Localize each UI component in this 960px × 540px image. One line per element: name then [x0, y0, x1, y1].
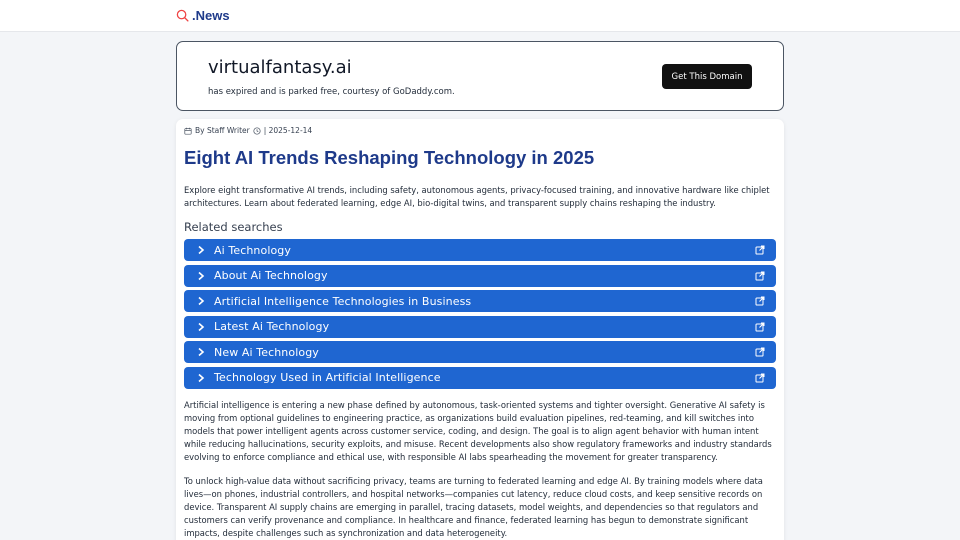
related-searches-list [184, 239, 776, 392]
related-searches-heading: Related searches [184, 220, 283, 234]
article-summary: Explore eight transformative AI trends, including safety, autonomous agents, privacy-focused training, and innovative hardware like chiplet architectures. Learn about federated learning, edge AI, bio-digital twins, and transparent supply chains reshaping the industry. [184, 185, 770, 208]
external-link-icon [755, 373, 765, 383]
external-link-icon [755, 347, 765, 357]
chevron-right-icon [196, 347, 206, 357]
related-search-item[interactable] [184, 341, 776, 363]
external-link-icon [755, 296, 765, 306]
related-search-label: About Ai Technology [214, 269, 328, 282]
related-search-label: Ai Technology [214, 243, 291, 257]
related-search-item[interactable] [184, 239, 776, 261]
chevron-right-icon [196, 322, 206, 332]
article-title: Eight AI Trends Reshaping Technology in 2025 [184, 147, 595, 168]
chevron-right-icon [196, 296, 206, 306]
logo-text: .News [192, 8, 230, 23]
related-search-label: Technology Used in Artificial Intelligence [214, 371, 441, 384]
article-paragraph: To unlock high-value data without sacrificing privacy, teams are turning to federated learning and edge AI. By training models where data lives—on phones, industrial controllers, and hospital networks—companies cut latency, reduce cloud costs, and keep sensitive records on device. Transparent AI supply chains are emerging in parallel, tracing datasets, model weights, and dependencies so that regulators and customers can verify provenance and compliance. In healthcare and finance, federated learning has begun to demonstrate significant impacts, despite challenges such as synchronization and data heterogeneity. [184, 476, 763, 538]
search-icon [176, 9, 189, 22]
external-link-icon [755, 322, 765, 332]
article-paragraph: Artificial intelligence is entering a new phase defined by autonomous, task-oriented systems and tighter oversight. Generative AI safety is moving from optional guidelines to engineering practice, as organizations build evaluation pipelines, red-teaming, and kill switches into models that power intelligent agents across customer service, coding, and design. The goal is to align agent behavior with human intent while reducing hallucinations, security exploits, and misuse. Recent developments also show regulatory frameworks and industry standards evolving to enforce compliance and ethical use, with responsible AI labs spearheading the movement for greater transparency. [184, 400, 772, 462]
domain-name: virtualfantasy.ai [208, 57, 352, 78]
related-search-label: Latest Ai Technology [214, 320, 330, 333]
related-search-item[interactable] [184, 290, 776, 312]
byline: By Staff Writer [195, 126, 250, 135]
chevron-right-icon [196, 245, 206, 255]
external-link-icon [755, 245, 765, 255]
related-search-label: Artificial Intelligence Technologies in Business [214, 294, 472, 308]
calendar-icon [184, 127, 192, 135]
related-search-item[interactable] [184, 316, 776, 338]
related-search-label: New Ai Technology [214, 345, 319, 359]
chevron-right-icon [196, 373, 206, 383]
external-link-icon [755, 271, 765, 281]
domain-status-text: has expired and is parked free, courtesy of GoDaddy.com. [208, 87, 455, 97]
domain-parked-banner [176, 41, 784, 111]
top-navigation-bar [0, 0, 960, 32]
site-logo[interactable] [176, 8, 230, 23]
article-meta [184, 126, 315, 135]
chevron-right-icon [196, 271, 206, 281]
article-card [176, 119, 784, 540]
get-this-domain-button[interactable]: Get This Domain [662, 64, 752, 89]
related-search-item[interactable] [184, 265, 776, 287]
publish-date: | 2025-12-14 [263, 126, 313, 135]
related-search-item[interactable] [184, 367, 776, 389]
article-body [184, 399, 776, 540]
clock-icon [253, 127, 261, 135]
